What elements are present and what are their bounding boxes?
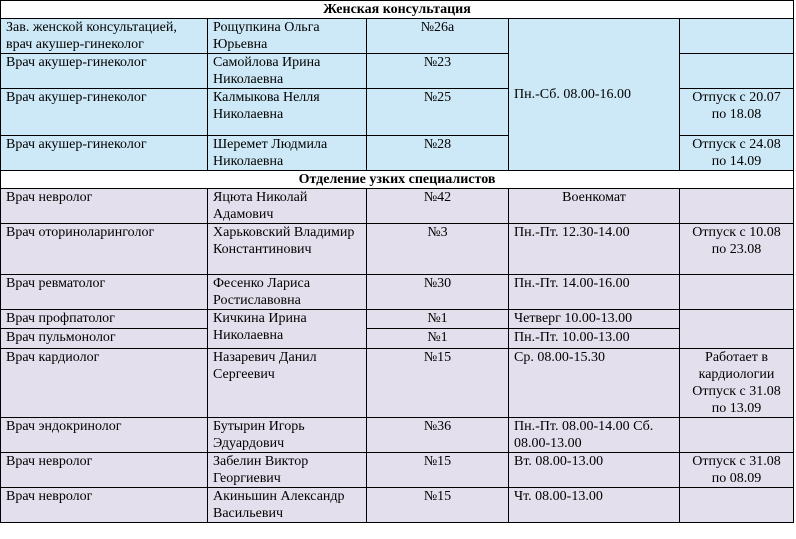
doctor-name-cell: Самойлова Ирина Николаевна [208,54,367,89]
note-cell [680,54,794,89]
note-cell: Отпуск с 31.08 по 08.09 [680,453,794,488]
table-row [1,275,794,310]
hours-cell: Ср. 08.00-15.30 [509,349,680,418]
room-cell: №3 [367,224,509,275]
doctor-name-cell: Кичкина Ирина Николаевна [208,310,367,349]
position-cell: Врач невролог [1,488,208,523]
note-cell [680,275,794,310]
room-cell: №15 [367,488,509,523]
room-cell: №28 [367,136,509,171]
note-cell: Отпуск с 10.08 по 23.08 [680,224,794,275]
position-cell: Врач профпатолог [1,310,208,329]
note-cell [680,488,794,523]
room-cell: №23 [367,54,509,89]
position-cell: Врач эндокринолог [1,418,208,453]
doctor-name-cell: Шеремет Людмила Николаевна [208,136,367,171]
room-cell: №15 [367,349,509,418]
room-cell: №1 [367,329,509,349]
section-header-row [1,171,794,189]
room-cell: №30 [367,275,509,310]
hours-cell: Военкомат [509,189,680,224]
doctor-name-cell: Забелин Виктор Георгиевич [208,453,367,488]
doctor-name-cell: Назаревич Данил Сергеевич [208,349,367,418]
table-row [1,310,794,329]
note-cell [680,310,794,349]
section-title-specialists: Отделение узких специалистов [1,171,794,189]
table-row [1,189,794,224]
table-row [1,19,794,54]
table-row [1,329,794,349]
note-cell [680,19,794,54]
room-cell: №36 [367,418,509,453]
room-cell: №1 [367,310,509,329]
position-cell: Врач кардиолог [1,349,208,418]
doctor-name-cell: Яцюта Николай Адамович [208,189,367,224]
table-row [1,349,794,418]
table-row [1,488,794,523]
room-cell: №26а [367,19,509,54]
section-header-row [1,1,794,19]
hours-cell: Вт. 08.00-13.00 [509,453,680,488]
position-cell: Врач пульмонолог [1,329,208,349]
shared-hours-cell: Пн.-Сб. 08.00-16.00 [509,19,680,171]
hours-cell: Пн.-Пт. 10.00-13.00 [509,329,680,349]
doctor-name-cell: Фесенко Лариса Ростиславовна [208,275,367,310]
position-cell: Врач акушер-гинеколог [1,89,208,136]
position-cell: Врач акушер-гинеколог [1,136,208,171]
position-cell: Зав. женской консультацией, врач акушер-гинеколог [1,19,208,54]
table-row [1,453,794,488]
table-row [1,224,794,275]
doctor-name-cell: Рощупкина Ольга Юрьевна [208,19,367,54]
hours-cell: Четверг 10.00-13.00 [509,310,680,329]
room-cell: №15 [367,453,509,488]
hours-cell: Пн.-Пт. 12.30-14.00 [509,224,680,275]
note-cell [680,418,794,453]
hours-cell: Чт. 08.00-13.00 [509,488,680,523]
room-cell: №42 [367,189,509,224]
position-cell: Врач невролог [1,453,208,488]
hours-cell: Пн.-Пт. 14.00-16.00 [509,275,680,310]
position-cell: Врач ревматолог [1,275,208,310]
room-cell: №25 [367,89,509,136]
table-row [1,418,794,453]
position-cell: Врач акушер-гинеколог [1,54,208,89]
note-cell [680,189,794,224]
hours-cell: Пн.-Пт. 08.00-14.00 Сб. 08.00-13.00 [509,418,680,453]
doctor-name-cell: Бутырин Игорь Эдуардович [208,418,367,453]
doctor-name-cell: Акиньшин Александр Васильевич [208,488,367,523]
doctor-name-cell: Калмыкова Нелля Николаевна [208,89,367,136]
position-cell: Врач невролог [1,189,208,224]
doctor-name-cell: Харьковский Владимир Константинович [208,224,367,275]
note-cell: Отпуск с 20.07 по 18.08 [680,89,794,136]
note-cell: Работает в кардиологии Отпуск с 31.08 по 13.09 [680,349,794,418]
position-cell: Врач оториноларинголог [1,224,208,275]
note-cell: Отпуск с 24.08 по 14.09 [680,136,794,171]
section-title-womens: Женская консультация [1,1,794,19]
